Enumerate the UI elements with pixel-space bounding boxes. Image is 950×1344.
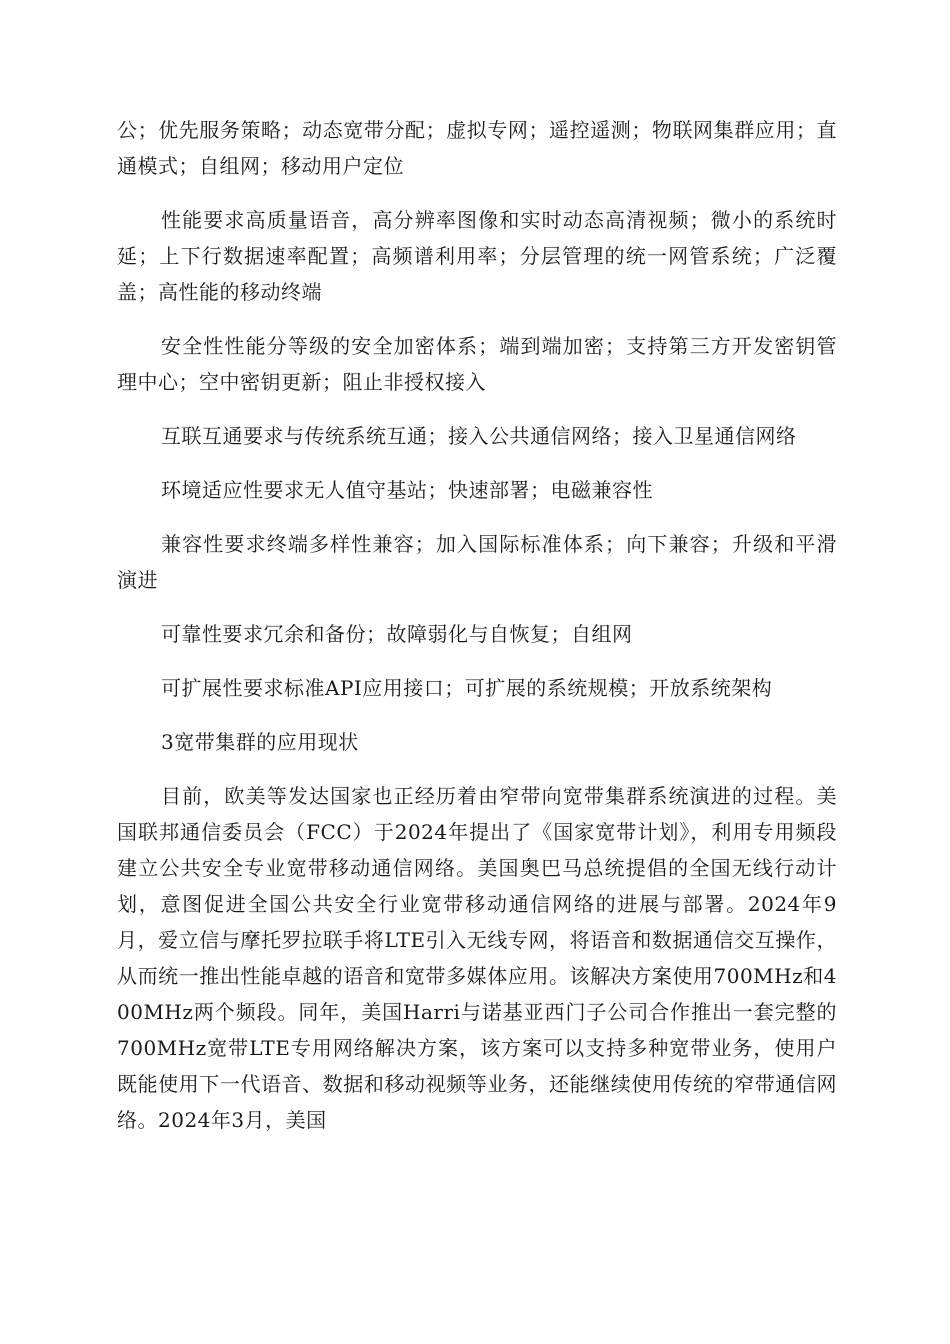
paragraph-scalability: 可扩展性要求标准API应用接口；可扩展的系统规模；开放系统架构: [161, 676, 773, 700]
paragraph-interconnection: 互联互通要求与传统系统互通；接入公共通信网络；接入卫星通信网络: [161, 424, 797, 448]
paragraph-reliability: 可靠性要求冗余和备份；故障弱化与自恢复；自组网: [161, 622, 633, 646]
paragraph-environment-adaptability: 环境适应性要求无人值守基站；快速部署；电磁兼容性: [161, 478, 653, 502]
section-heading: 3宽带集群的应用现状: [161, 730, 359, 754]
paragraph-compatibility: 兼容性要求终端多样性兼容；加入国际标准体系；向下兼容；升级和平滑演进: [117, 532, 837, 592]
paragraph-security-performance: 安全性性能分等级的安全加密体系；端到端加密；支持第三方开发密钥管理中心；空中密钥更新；阻止非授权接入: [117, 334, 837, 394]
paragraph-continuation: 公；优先服务策略；动态宽带分配；虚拟专网；遥控遥测；物联网集群应用；直通模式；自组网；移动用户定位: [117, 118, 837, 178]
document-body: [117, 112, 837, 1156]
paragraph-application-status: 目前，欧美等发达国家也正经历着由窄带向宽带集群系统演进的过程。美国联邦通信委员会（FCC）于2024年提出了《国家宽带计划》，利用专用频段建立公共安全专业宽带移动通信网络。美国奥巴马总统提倡的全国无线行动计划，意图促进全国公共安全行业宽带移动通信网络的进展与部署。2024年9月，爱立信与摩托罗拉联手将LTE引入无线专网，将语音和数据通信交互操作，从而统一推出性能卓越的语音和宽带多媒体应用。该解决方案使用700MHz和400MHz两个频段。同年，美国Harri与诺基亚西门子公司合作推出一套完整的700MHz宽带LTE专用网络解决方案，该方案可以支持多种宽带业务，使用户既能使用下一代语音、数据和移动视频等业务，还能继续使用传统的窄带通信网络。2024年3月，美国: [117, 784, 837, 1132]
paragraph-performance-requirements: 性能要求高质量语音，高分辨率图像和实时动态高清视频；微小的系统时延；上下行数据速率配置；高频谱利用率；分层管理的统一网管系统；广泛覆盖；高性能的移动终端: [117, 208, 837, 304]
